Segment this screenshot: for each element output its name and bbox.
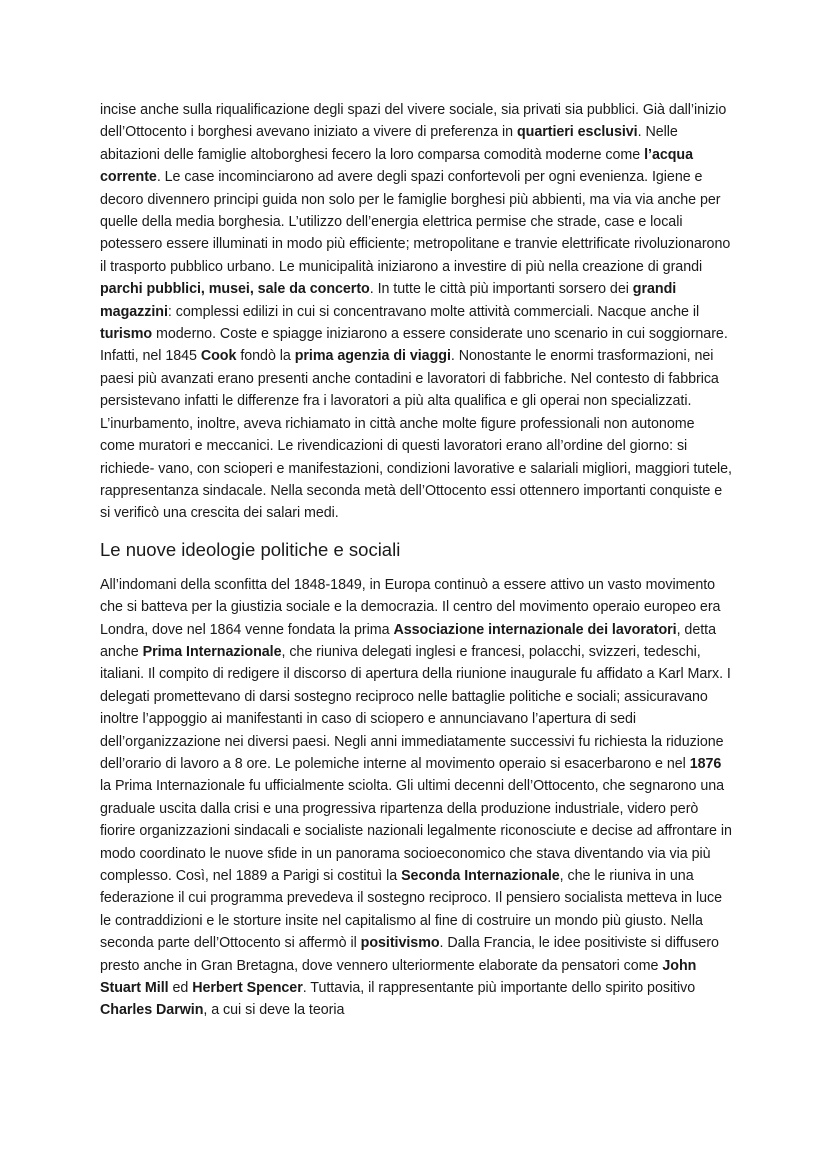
bold-term: positivismo: [360, 935, 440, 952]
document-page: [100, 99, 732, 1022]
bold-term: parchi pubblici, musei, sale da concerto: [100, 281, 370, 298]
text-run: . Dalla Francia, le idee positiviste si diffusero presto anche in Gran Bretagna, dove vennero ulteriormente elaborate da pensatori come: [100, 935, 719, 974]
text-run: . Nonostante le enormi trasformazioni, nei paesi più avanzati erano presenti anche contadini e lavoratori di fabbriche. Nel contesto di fabbrica persistevano infatti le differenze fra i lavoratori a più alta qualifica e gli operai non specializzati. L’inurbamento, inoltre, aveva richiamato in città anche molte figure professionali non autonome come muratori e meccanici. Le rivendicazioni di questi lavoratori erano all’ordine del giorno: si richiede- vano, con scioperi e manifestazioni, condizioni lavorative e salariali migliori, maggiori tutele, rappresentanza sindacale. Nella seconda metà dell’Ottocento essi ottennero importanti conquiste e si verificò una crescita dei salari medi.: [100, 348, 732, 522]
section-heading: Le nuove ideologie politiche e sociali: [100, 538, 401, 560]
text-run: All’indomani della sconfitta del 1848-1849, in Europa continuò a essere attivo un vasto movimento che si batteva per la giustizia sociale e la democrazia. Il centro del movimento operaio europeo era Londra, dove nel 1864 venne fondata la prima: [100, 576, 721, 638]
text-run: incise anche sulla riqualificazione degli spazi del vivere sociale, sia privati sia pubblici. Già dall’inizio dell’Ottocento i borghesi avevano iniziato a vivere di preferenza in: [100, 102, 727, 141]
text-run: , a cui si deve la teoria: [203, 1002, 345, 1019]
text-run: , che le riuniva in una federazione il cui programma prevedeva il sostegno reciproco. Il pensiero socialista metteva in luce le contraddizioni e le storture insite nel capitalismo al fine di costruire un mondo più giusto. Nella seconda parte dell’Ottocento si affermò il: [100, 868, 722, 952]
bold-term: l’acqua corrente: [100, 146, 694, 186]
text-run: . In tutte le città più importanti sorsero dei: [369, 281, 633, 298]
bold-term: Herbert Spencer: [192, 980, 303, 997]
bold-term: Cook: [200, 348, 237, 365]
text-run: . Tuttavia, il rappresentante più importante dello spirito positivo: [302, 980, 696, 997]
bold-term: Seconda Internazionale: [401, 868, 560, 884]
text-run: , che riuniva delegati inglesi e francesi, polacchi, svizzeri, tedeschi, italiani. Il compito di redigere il discorso di apertura della riunione inaugurale fu affidato a Karl Marx. I delegati promettevano di darsi sostegno reciproco nelle battaglie politiche e sociali; assicuravano inoltre l’appoggio ai manifestanti in caso di sciopero e annunciavano l’apertura di sedi dell’organizzazione nei diversi paesi. Negli anni immediatamente successivi fu richiesta la riduzione dell’orario di lavoro a 8 ore. Le polemiche interne al movimento operaio si esacerbarono e nel: [100, 643, 731, 772]
bold-term: turismo: [100, 326, 153, 343]
text-run: , detta anche: [100, 621, 716, 660]
bold-term: quartieri esclusivi: [516, 124, 638, 141]
bold-term: Prima Internazionale: [142, 643, 282, 660]
bold-term: 1876: [689, 755, 722, 772]
text-run: fondò la: [236, 348, 295, 365]
text-run: moderno. Coste e spiagge iniziarono a essere considerate uno scenario in cui soggiornare. Infatti, nel 1845: [100, 326, 728, 365]
bold-term: grandi magazzini: [100, 281, 677, 320]
body-paragraph-2: [100, 574, 732, 1022]
text-run: . Nelle abitazioni delle famiglie altoborghesi fecero la loro comparsa comodità moderne come: [100, 124, 678, 163]
bold-term: Associazione internazionale dei lavoratori: [393, 621, 677, 638]
text-run: la Prima Internazionale fu ufficialmente sciolta. Gli ultimi decenni dell’Ottocento, che segnarono una graduale uscita dalla crisi e una progressiva ripartenza della produzione industriale, videro però fiorire organizzazioni sindacali e socialiste nazionali legalmente riconosciute e decise ad affrontare in modo coordinato le nuove sfide in un panorama socioeconomico che stava diventando via via più complesso. Così, nel 1889 a Parigi si costituì la: [100, 778, 732, 884]
text-run: . Le case incominciarono ad avere degli spazi confortevoli per ogni evenienza. Igiene e decoro divennero principi guida non solo per le famiglie borghesi più abbienti, ma via via anche per quelle della media borghesia. L’utilizzo dell’energia elettrica permise che strade, case e locali potessero essere illuminati in modo più efficiente; metropolitane e tranvie elettrificate rivoluzionarono il trasporto pubblico urbano. Le municipalità iniziarono a investire di più nella creazione di grandi: [100, 169, 731, 275]
text-run: ed: [168, 980, 193, 997]
bold-term: John Stuart Mill: [100, 957, 697, 997]
text-run: : complessi edilizi in cui si concentravano molte attività commerciali. Nacque anche il: [167, 303, 700, 320]
bold-term: prima agenzia di viaggi: [294, 348, 451, 365]
body-paragraph-1: [100, 99, 732, 525]
bold-term: Charles Darwin: [100, 1002, 204, 1019]
